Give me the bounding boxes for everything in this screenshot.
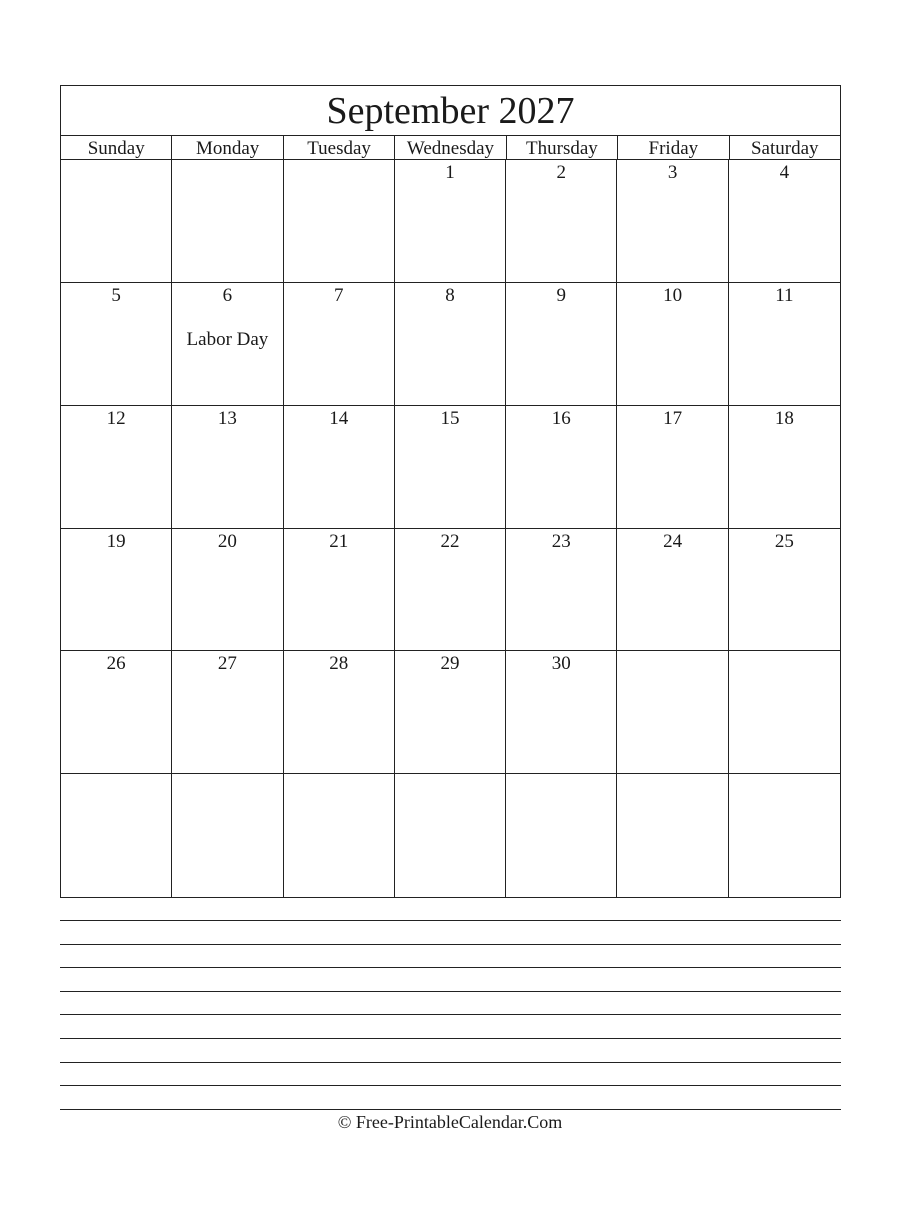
day-cell (617, 529, 728, 652)
note-line (60, 1062, 841, 1063)
day-cell (617, 283, 728, 406)
day-number: 25 (774, 530, 794, 552)
day-number: 23 (551, 530, 571, 552)
day-cell (61, 406, 172, 529)
day-number (729, 776, 840, 798)
day-cell (61, 283, 172, 406)
note-line (60, 920, 841, 921)
day-number (172, 162, 282, 184)
note-line (60, 1014, 841, 1015)
day-cell (284, 529, 395, 652)
day-cell (506, 283, 617, 406)
weekday-label: Friday (618, 136, 729, 159)
day-number (284, 776, 394, 798)
day-number: 1 (445, 162, 455, 183)
day-number (61, 776, 171, 798)
day-number: 20 (217, 530, 237, 552)
day-number: 4 (779, 162, 790, 183)
notes-lines (60, 920, 841, 1132)
note-line (60, 1085, 841, 1086)
day-cell (506, 774, 617, 897)
day-cell (395, 774, 506, 897)
day-number (617, 776, 727, 798)
weekday-label: Saturday (750, 138, 819, 159)
day-number (284, 162, 394, 184)
day-number (617, 653, 727, 675)
day-number: 6 (222, 284, 233, 306)
day-number: 13 (217, 407, 237, 429)
day-cell (395, 283, 506, 406)
day-number (395, 776, 505, 798)
day-number: 8 (445, 284, 455, 306)
day-cell (172, 774, 283, 897)
day-number: 28 (329, 653, 349, 675)
day-number (729, 653, 840, 675)
day-number: 18 (774, 407, 794, 429)
day-number: 3 (667, 162, 678, 183)
note-line (60, 991, 841, 992)
day-number: 29 (440, 653, 460, 675)
note-line (60, 967, 841, 968)
day-cell (729, 283, 840, 406)
day-number: 9 (556, 284, 567, 306)
day-cell (284, 774, 395, 897)
day-cell (284, 651, 395, 774)
day-number: 21 (329, 530, 349, 552)
day-number: 26 (106, 653, 126, 675)
weekday-header-row (61, 136, 840, 160)
day-cell (61, 160, 172, 283)
weekday-label: Thursday (507, 136, 618, 159)
day-cell (617, 651, 728, 774)
day-cell (617, 160, 728, 283)
day-number: 7 (333, 284, 344, 306)
calendar (60, 85, 841, 898)
day-number: 17 (663, 407, 683, 429)
weekday-label: Sunday (61, 136, 172, 159)
day-cell (729, 651, 840, 774)
day-cell (506, 160, 617, 283)
day-cell (61, 651, 172, 774)
day-cell (284, 283, 395, 406)
day-cell (172, 529, 283, 652)
weekday-label: Wednesday (395, 136, 506, 159)
day-cell (506, 651, 617, 774)
day-number: 12 (106, 407, 126, 429)
day-number: 24 (663, 530, 683, 552)
day-number: 5 (111, 284, 121, 306)
day-number: 15 (440, 407, 460, 429)
day-number (506, 776, 616, 798)
day-cell (729, 774, 840, 897)
weekday-label: Monday (172, 136, 283, 159)
day-cell (61, 529, 172, 652)
note-line (60, 1038, 841, 1039)
day-cell (284, 406, 395, 529)
day-cell (284, 160, 395, 283)
day-cell (395, 651, 506, 774)
day-number: 11 (775, 284, 794, 306)
day-cell (506, 529, 617, 652)
day-cell (172, 651, 283, 774)
day-number: 2 (556, 162, 567, 183)
day-number: 27 (217, 653, 237, 675)
footer-credit: © Free-PrintableCalendar.Com (337, 1112, 563, 1132)
day-number (61, 162, 171, 184)
day-cell (172, 283, 283, 406)
day-cell (617, 406, 728, 529)
weekday-label: Tuesday (284, 136, 395, 159)
day-number: 30 (551, 653, 571, 675)
day-grid (61, 160, 840, 897)
day-number: 16 (551, 407, 571, 429)
day-number: 14 (329, 407, 349, 429)
day-cell (729, 406, 840, 529)
day-cell (729, 529, 840, 652)
day-number: 22 (440, 530, 460, 552)
note-line (60, 944, 841, 945)
day-cell (395, 529, 506, 652)
day-cell (395, 160, 506, 283)
day-cell (729, 160, 840, 283)
day-number: 10 (663, 284, 683, 306)
day-cell (172, 406, 283, 529)
day-cell (506, 406, 617, 529)
calendar-title: September 2027 (61, 86, 840, 136)
day-cell (61, 774, 172, 897)
day-number (172, 776, 282, 798)
day-cell (617, 774, 728, 897)
day-number: 19 (106, 530, 126, 552)
note-line (60, 1109, 841, 1110)
holiday-label: Labor Day (186, 328, 269, 350)
day-cell (172, 160, 283, 283)
day-cell (395, 406, 506, 529)
